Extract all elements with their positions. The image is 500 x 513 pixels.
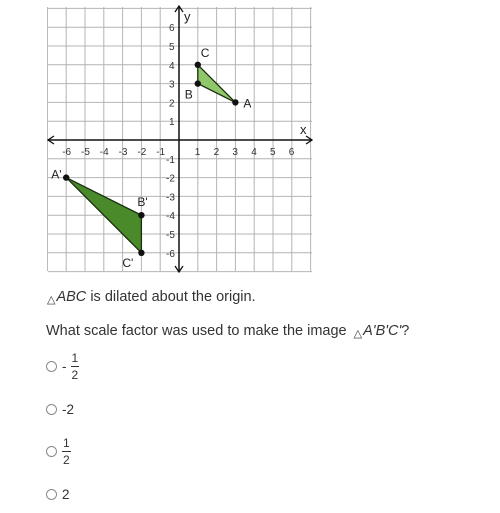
triangle-symbol-icon: △ [353,328,363,340]
option-label: -2 [62,402,75,417]
vertex-label: B' [137,195,148,210]
vertex-label: C' [122,255,134,270]
radio-button[interactable] [46,361,57,372]
x-tick-label: -5 [81,147,90,158]
fraction-numerator: 1 [63,436,70,450]
radio-button[interactable] [46,404,57,415]
triangle-abc-label: ABC [56,289,87,305]
vertex-point [195,80,201,86]
fraction-denominator: 2 [71,368,79,382]
vertex-label: A' [51,167,62,182]
fraction-numerator: 1 [71,351,79,365]
vertex-point [63,174,69,180]
triangle-symbol-icon: △ [47,294,56,306]
y-axis-label: y [184,9,191,24]
coordinate-graph [47,5,313,273]
vertex-point [232,99,238,105]
radio-button[interactable] [46,446,57,457]
x-tick-label: -4 [99,147,109,158]
y-tick-label: -1 [166,154,175,166]
y-tick-label: 4 [169,60,175,72]
vertex-point [195,62,201,68]
x-tick-label: 1 [194,147,201,158]
vertex-point [138,250,144,256]
fraction-denominator: 2 [63,453,70,467]
question-line-2 [46,323,409,339]
question-mark: ? [401,323,410,339]
x-tick-label: 6 [288,147,295,158]
question-line-1-text: is dilated about the origin. [86,289,256,305]
question-line-1 [47,289,256,305]
vertex-label: B [184,87,193,102]
y-tick-label: -5 [166,230,175,241]
y-tick-label: -6 [166,248,175,260]
x-axis-label: x [300,122,307,137]
x-tick-label: 2 [213,147,220,158]
y-tick-label: 1 [169,117,175,129]
x-tick-label: -2 [137,147,147,158]
y-tick-label: -4 [166,211,175,223]
y-tick-label: -3 [166,192,175,204]
option-neg-two[interactable] [46,402,74,417]
y-tick-label: 2 [169,98,175,110]
question-line-2-text: What scale factor was used to make the image [46,323,347,339]
vertex-label: C [200,45,210,60]
fraction [71,352,80,381]
y-tick-label: 3 [169,79,175,91]
radio-button[interactable] [46,489,57,500]
vertex-label: A [243,96,252,111]
x-tick-label: 4 [251,147,257,158]
y-tick-label: -2 [166,173,175,185]
vertex-point [138,212,144,218]
option-half[interactable] [46,437,71,466]
option-label: 2 [62,487,70,502]
x-tick-label: 5 [270,147,276,158]
x-tick-label: 3 [232,147,238,158]
x-tick-label: -1 [156,147,166,158]
triangle-image-label: A'B'C' [363,323,402,339]
option-sign: - [62,359,67,374]
y-tick-label: 6 [169,23,175,35]
x-tick-label: -3 [118,147,128,158]
fraction [62,437,71,466]
y-tick-label: 5 [169,42,175,53]
option-two[interactable] [46,487,70,502]
x-tick-label: -6 [62,147,72,158]
option-neg-half[interactable] [46,352,79,381]
